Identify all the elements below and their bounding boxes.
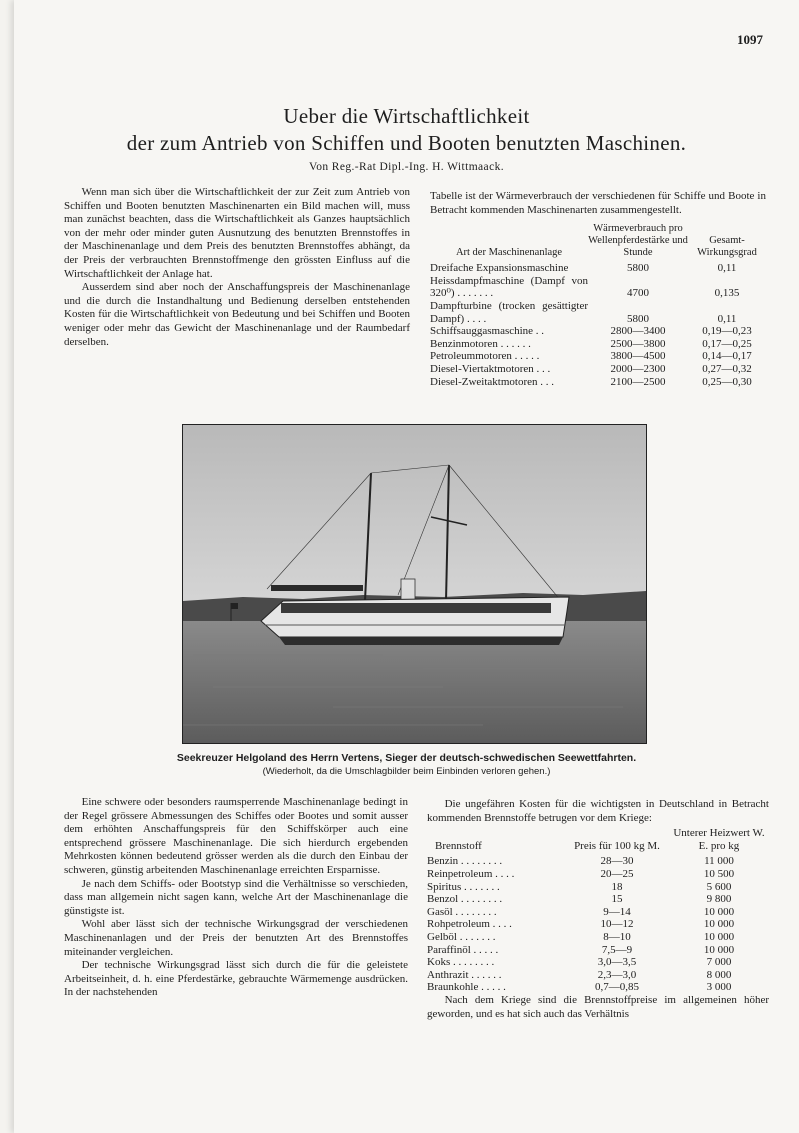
fuel-price: 15 <box>611 893 623 906</box>
fuel-price: 0,7—0,85 <box>595 981 639 994</box>
machine-type: Dampfturbine (trocken gesättigter Dampf) . . . . <box>430 299 588 325</box>
table-row <box>430 350 766 363</box>
paragraph: Der technische Wirkungsgrad lässt sich durch die für die geleistete Arbeitseinheit, d. h. eine Pferdestärke, gebrauchte Wärmemenge ausdrücken. In der nachstehenden <box>64 959 408 999</box>
column-1 <box>64 186 410 349</box>
machine-type: Diesel-Zweitaktmotoren . . . <box>430 375 555 388</box>
fuel-name: Reinpetroleum . . . . <box>427 867 515 880</box>
fuel-name: Rohpetroleum . . . . <box>427 918 512 931</box>
table-intro-text: Tabelle ist der Wärmeverbrauch der verschiedenen für Schiffe und Boote in Betracht kommenden Maschinenarten zusammengestellt. <box>430 190 766 216</box>
table-header-row <box>430 223 766 262</box>
fuel-name: Anthrazit . . . . . . <box>427 968 502 981</box>
table-row <box>427 868 769 881</box>
efficiency: 0,25—0,30 <box>702 375 752 388</box>
table-row <box>430 363 766 376</box>
fuel-price: 18 <box>611 880 623 893</box>
table-row <box>427 855 769 868</box>
fuel-heating-value: 7 000 <box>706 956 732 969</box>
fuel-name: Koks . . . . . . . . <box>427 956 495 969</box>
fuel-heating-value: 10 000 <box>703 918 735 931</box>
heat-consumption: 2500—3800 <box>610 337 666 350</box>
column-header: Art der Maschinenanlage <box>455 247 563 259</box>
table-row <box>427 981 769 994</box>
document-page <box>14 0 799 1133</box>
table-header-row <box>427 827 769 855</box>
fuel-name: Benzin . . . . . . . . <box>427 855 503 868</box>
machine-type: Diesel-Viertaktmotoren . . . <box>430 362 551 375</box>
heat-consumption: 2800—3400 <box>610 325 666 338</box>
table-row <box>430 275 766 300</box>
table-row <box>427 881 769 894</box>
page-number: 1097 <box>737 32 763 47</box>
yacht-photo-illustration <box>183 425 646 743</box>
column-header: Preis für 100 kg M. <box>574 839 660 852</box>
fuel-name: Gasöl . . . . . . . . <box>427 905 497 918</box>
machine-type: Petroleummotoren . . . . . <box>430 350 540 363</box>
fuel-heating-value: 5 600 <box>706 880 732 893</box>
fuel-price: 3,0—3,5 <box>597 956 637 969</box>
table-row <box>427 893 769 906</box>
heat-consumption: 5800 <box>627 262 649 275</box>
fuel-heating-value: 11 000 <box>704 855 734 868</box>
efficiency: 0,11 <box>717 262 737 275</box>
fuel-name: Gelböl . . . . . . . <box>427 930 496 943</box>
paragraph: Je nach dem Schiffs- oder Bootstyp sind die Verhältnisse so verschieden, dass man allgemein nicht sagen kann, welche Art der Maschinenanlage die günstigste ist. <box>64 877 408 917</box>
column-header: Unterer Heizwert W. E. pro kg <box>673 827 765 852</box>
fuel-heating-value: 10 000 <box>703 930 735 943</box>
paragraph: Nach dem Kriege sind die Brennstoffpreise im allgemeinen höher geworden, und es hat sich auch das Verhältnis <box>427 993 769 1020</box>
fuel-heating-value: 10 000 <box>703 943 735 956</box>
fuel-price: 9—14 <box>603 905 631 918</box>
fuel-name: Braunkohle . . . . . <box>427 981 506 994</box>
machine-type: Schiffsauggasmaschine . . <box>430 325 545 338</box>
column-header: Brennstoff <box>435 839 482 852</box>
fuel-price: 10—12 <box>600 918 634 931</box>
table-row <box>427 931 769 944</box>
table-row <box>430 325 766 338</box>
article-title-line-2: der zum Antrieb von Schiffen und Booten benutzten Maschinen. <box>126 131 687 155</box>
fuel-price: 7,5—9 <box>601 943 633 956</box>
table-row <box>430 262 766 275</box>
paragraph: Eine schwere oder besonders raumsperrende Maschinenanlage bedingt in der Regel grössere Abmessungen des Schiffes oder Bootes und somit ausser dem erhöhten Anschaffungspreis für den Schiffskörper auch eine entsprechend grössere Maschinenanlage. Die sich hierdurch ergebenden Mehrkosten können bedeutend grösser werden als die durch den Einbau der schweren, günstig arbeitenden Maschinenanlage erreichten Ersparnisse. <box>64 796 408 876</box>
fuel-name: Spiritus . . . . . . . <box>427 880 500 893</box>
heat-consumption: 4700 <box>627 287 649 300</box>
article-title-line-1: Ueber die Wirtschaftlichkeit <box>283 104 530 128</box>
fuel-heating-value: 8 000 <box>706 968 732 981</box>
efficiency: 0,135 <box>714 287 740 300</box>
paragraph: Die ungefähren Kosten für die wichtigsten in Deutschland in Betracht kommenden Brennstoffe betrugen vor dem Kriege: <box>427 798 769 824</box>
heat-consumption: 2100—2500 <box>610 375 666 388</box>
fuel-name: Paraffinöl . . . . . <box>427 943 499 956</box>
machine-type: Heissdampfmaschine (Dampf von 320⁰) . . . . . . . <box>430 274 588 300</box>
paragraph: Ausserdem sind aber noch der Anschaffungspreis der Maschinenanlage und die durch die Instandhaltung und Bedienung derselben entstehenden Kosten für die Wirtschaftlichkeit von Bedeutung und bei Schiffen und Booten weniger oder mehr das Gewicht der Maschinenanlage und der Raumbedarf derselben. <box>64 281 410 348</box>
fuel-cost-table <box>427 827 769 994</box>
efficiency: 0,19—0,23 <box>702 325 752 338</box>
heat-consumption-table <box>430 223 766 388</box>
photo-note: (Wiederholt, da die Umschlagbilder beim Einbinden verloren gehen.) <box>262 766 551 777</box>
heat-consumption: 2000—2300 <box>610 362 666 375</box>
heat-consumption: 5800 <box>627 312 649 325</box>
fuel-heating-value: 10 500 <box>703 867 735 880</box>
fuel-heating-value: 9 800 <box>706 893 732 906</box>
column-4 <box>427 798 769 1021</box>
table-row <box>427 956 769 969</box>
fuel-heating-value: 3 000 <box>706 981 732 994</box>
machine-type: Dreifache Expansionsmaschine <box>430 262 569 275</box>
heat-consumption: 3800—4500 <box>610 350 666 363</box>
efficiency: 0,11 <box>717 312 737 325</box>
table-row <box>430 376 766 389</box>
paragraph: Wenn man sich über die Wirtschaftlichkeit der zur Zeit zum Antrieb von Schiffen und Booten benutzten Maschinenarten ein Bild machen will, muss man zunächst beachten, dass die Wirtschaftlichkeit als Ganzes hauptsächlich von der mehr oder minder guten Ausnutzung des benutzten Brennstoffes in der Maschinenanlage und dem Preis des benutzten Brennstoffes abhängt, da der Preis der verbrauchten Brennstoffmenge den grössten Einfluss auf die Wirtschaftlichkeit der Anlage hat. <box>64 186 410 280</box>
table-row <box>430 338 766 351</box>
table-row <box>427 969 769 982</box>
table-row <box>427 918 769 931</box>
table-row <box>430 300 766 325</box>
fuel-price: 8—10 <box>603 930 631 943</box>
fuel-price: 2,3—3,0 <box>597 968 637 981</box>
column-header: Wärmeverbrauch pro Wellenpferdestärke und Stunde <box>588 223 688 259</box>
fuel-price: 28—30 <box>600 855 634 868</box>
paragraph: Wohl aber lässt sich der technische Wirkungsgrad der verschiedenen Maschinenanlagen und der Preis der benutzten Art des Brennstoffes miteinander vergleichen. <box>64 918 408 958</box>
yacht-photograph <box>182 424 647 744</box>
article-byline: Von Reg.-Rat Dipl.-Ing. H. Wittmaack. <box>308 161 504 173</box>
column-header: Gesamt-Wirkungsgrad <box>697 235 757 259</box>
fuel-heating-value: 10 000 <box>703 905 735 918</box>
table-row <box>427 906 769 919</box>
column-2 <box>430 190 766 388</box>
table-row <box>427 944 769 957</box>
efficiency: 0,14—0,17 <box>702 350 752 363</box>
photo-caption: Seekreuzer Helgoland des Herrn Vertens, Sieger der deutsch-schwedischen Seewettfahrten. <box>176 752 637 764</box>
fuel-price: 20—25 <box>600 867 634 880</box>
efficiency: 0,17—0,25 <box>702 337 752 350</box>
machine-type: Benzinmotoren . . . . . . <box>430 337 531 350</box>
fuel-name: Benzol . . . . . . . . <box>427 893 503 906</box>
efficiency: 0,27—0,32 <box>702 362 752 375</box>
column-3 <box>64 796 408 1000</box>
